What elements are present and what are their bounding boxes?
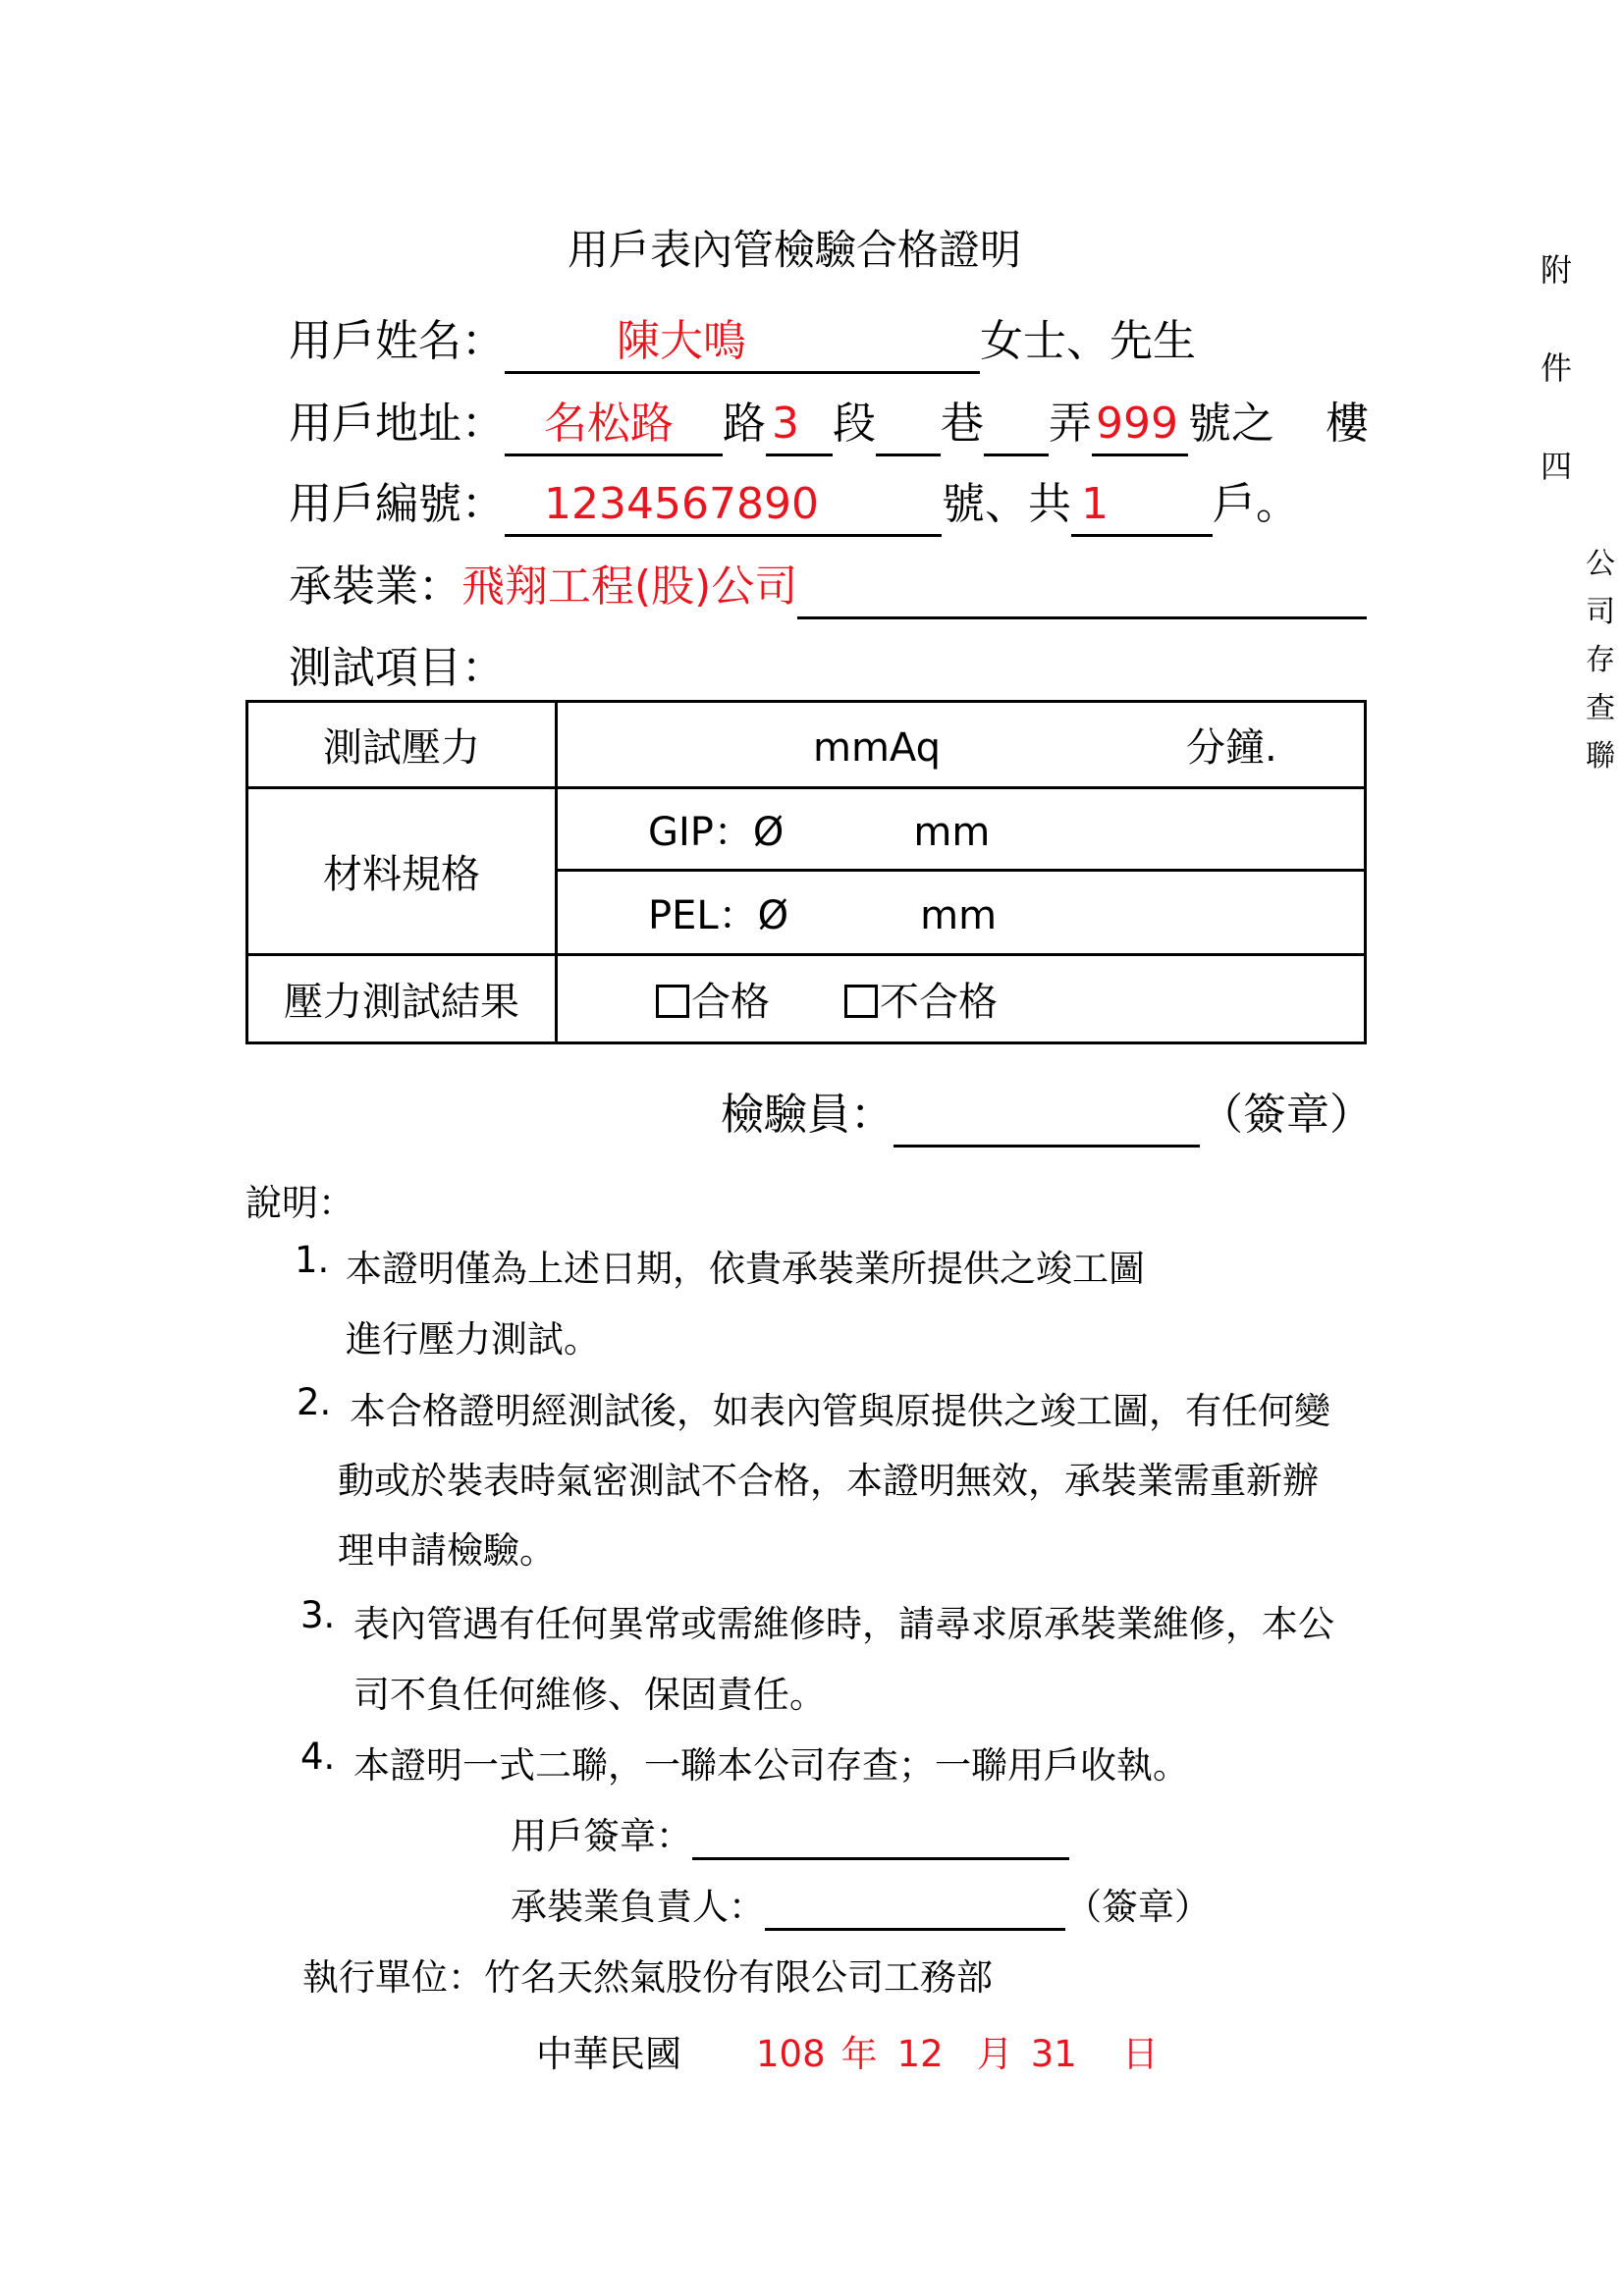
date-year-unit: 年	[840, 2033, 878, 2075]
contractor-seal: （簽章）	[1065, 1886, 1211, 1928]
pressure-cell	[557, 702, 1366, 788]
section-value: 3	[772, 399, 799, 449]
pass-label: 合格	[691, 980, 770, 1025]
date-row	[536, 2024, 1159, 2077]
contractor-signature-row	[511, 1877, 1211, 1931]
pass-option[interactable]	[656, 980, 770, 1025]
customer-name-row	[289, 312, 1196, 374]
contractor-label: 承裝業：	[289, 561, 461, 612]
gip-row	[247, 788, 1366, 871]
note-2-line-2: 動或於裝表時氣密測試不合格，本證明無效，承裝業需重新辦	[338, 1460, 1319, 1502]
notes-heading: 說明：	[245, 1182, 354, 1224]
result-row	[247, 955, 1366, 1043]
alley-unit: 弄	[1049, 399, 1092, 449]
date-month: 12	[896, 2033, 944, 2075]
fail-option[interactable]	[844, 980, 998, 1025]
road-field	[505, 395, 723, 456]
note-3-line-2: 司不負任何維修、保固責任。	[353, 1674, 826, 1716]
note-2-number: 2.	[297, 1381, 332, 1423]
pressure-label: 測試壓力	[247, 702, 557, 788]
alley-field	[984, 395, 1049, 456]
customer-address-label: 用戶地址：	[289, 399, 505, 449]
customer-id-row	[289, 475, 1299, 537]
pressure-unit: mmAq	[813, 725, 941, 771]
contractor-row	[289, 558, 1367, 619]
executor: 執行單位：竹名天然氣股份有限公司工務部	[302, 1956, 993, 1999]
inspector-seal: （簽章）	[1200, 1090, 1373, 1140]
note-2-line-3: 理申請檢驗。	[338, 1529, 556, 1572]
customer-name-value: 陳大鳴	[617, 316, 746, 366]
duration-unit: 分鐘.	[1185, 725, 1277, 771]
household-field	[1071, 475, 1213, 537]
pressure-row	[247, 702, 1366, 788]
copy-label: 公 司 存 查 聯	[1586, 547, 1615, 774]
contractor-signature-line	[765, 1886, 1065, 1931]
customer-signature-line	[692, 1815, 1069, 1860]
lane-field	[876, 395, 941, 456]
section-field	[766, 395, 833, 456]
note-3-line-1: 表內管遇有任何異常或需維修時，請尋求原承裝業維修，本公	[353, 1603, 1334, 1645]
contractor-value: 飛翔工程(股)公司	[461, 561, 798, 612]
customer-id-unit: 號、共	[942, 479, 1071, 529]
contractor-blank	[797, 558, 1367, 619]
date-day-unit: 日	[1121, 2033, 1159, 2075]
fail-checkbox[interactable]	[844, 985, 878, 1018]
gip-unit: mm	[913, 810, 991, 855]
contractor-signature-label: 承裝業負責人：	[511, 1886, 765, 1928]
road-unit: 路	[723, 399, 766, 449]
note-4-line-1: 本證明一式二聯，一聯本公司存查；一聯用戶收執。	[353, 1744, 1189, 1787]
note-1-line-2: 進行壓力測試。	[346, 1318, 600, 1361]
number-field	[1092, 395, 1188, 456]
material-label: 材料規格	[247, 788, 557, 955]
customer-name-label: 用戶姓名：	[289, 316, 505, 366]
result-cell	[557, 955, 1366, 1043]
inspector-row	[721, 1086, 1373, 1148]
document-title: 用戶表內管檢驗合格證明	[568, 226, 1022, 274]
customer-address-row	[289, 395, 1369, 456]
result-label: 壓力測試結果	[247, 955, 557, 1043]
customer-id-field	[505, 475, 942, 537]
note-2-line-1: 本合格證明經測試後，如表內管與原提供之竣工圖，有任何變	[350, 1390, 1330, 1432]
customer-signature-row	[511, 1806, 1069, 1860]
test-table	[245, 700, 1367, 1044]
section-unit: 段	[833, 399, 876, 449]
customer-signature-label: 用戶簽章：	[511, 1815, 692, 1857]
pel-label: PEL：Ø	[648, 893, 789, 938]
note-1-number: 1.	[295, 1239, 330, 1281]
customer-id-value: 1234567890	[544, 479, 819, 529]
date-era: 中華民國	[536, 2033, 681, 2075]
road-value: 名松路	[544, 399, 674, 449]
fail-label: 不合格	[880, 980, 998, 1025]
floor-unit: 樓	[1326, 399, 1369, 449]
note-1-line-1: 本證明僅為上述日期，依貴承裝業所提供之竣工圖	[346, 1248, 1145, 1290]
number-unit: 號之	[1188, 399, 1274, 449]
household-unit: 戶。	[1213, 479, 1299, 529]
gip-cell	[557, 788, 1366, 871]
inspector-signature-line	[893, 1086, 1200, 1148]
gip-label: GIP：Ø	[648, 810, 785, 855]
note-4-number: 4.	[300, 1735, 336, 1778]
household-value: 1	[1081, 479, 1109, 529]
lane-unit: 巷	[941, 399, 984, 449]
date-year: 108	[756, 2033, 826, 2075]
customer-name-suffix: 女士、先生	[980, 316, 1196, 366]
pass-checkbox[interactable]	[656, 985, 689, 1018]
test-items-label: 測試項目：	[289, 643, 505, 693]
customer-id-label: 用戶編號：	[289, 479, 505, 529]
date-day: 31	[1030, 2033, 1077, 2075]
note-3-number: 3.	[300, 1594, 336, 1636]
customer-name-field	[505, 312, 980, 374]
pel-cell	[557, 871, 1366, 955]
number-value: 999	[1096, 399, 1178, 449]
attachment-label: 附 件 四	[1540, 251, 1572, 485]
inspector-label: 檢驗員：	[721, 1090, 893, 1140]
date-month-unit: 月	[976, 2033, 1013, 2075]
pel-unit: mm	[920, 893, 998, 938]
